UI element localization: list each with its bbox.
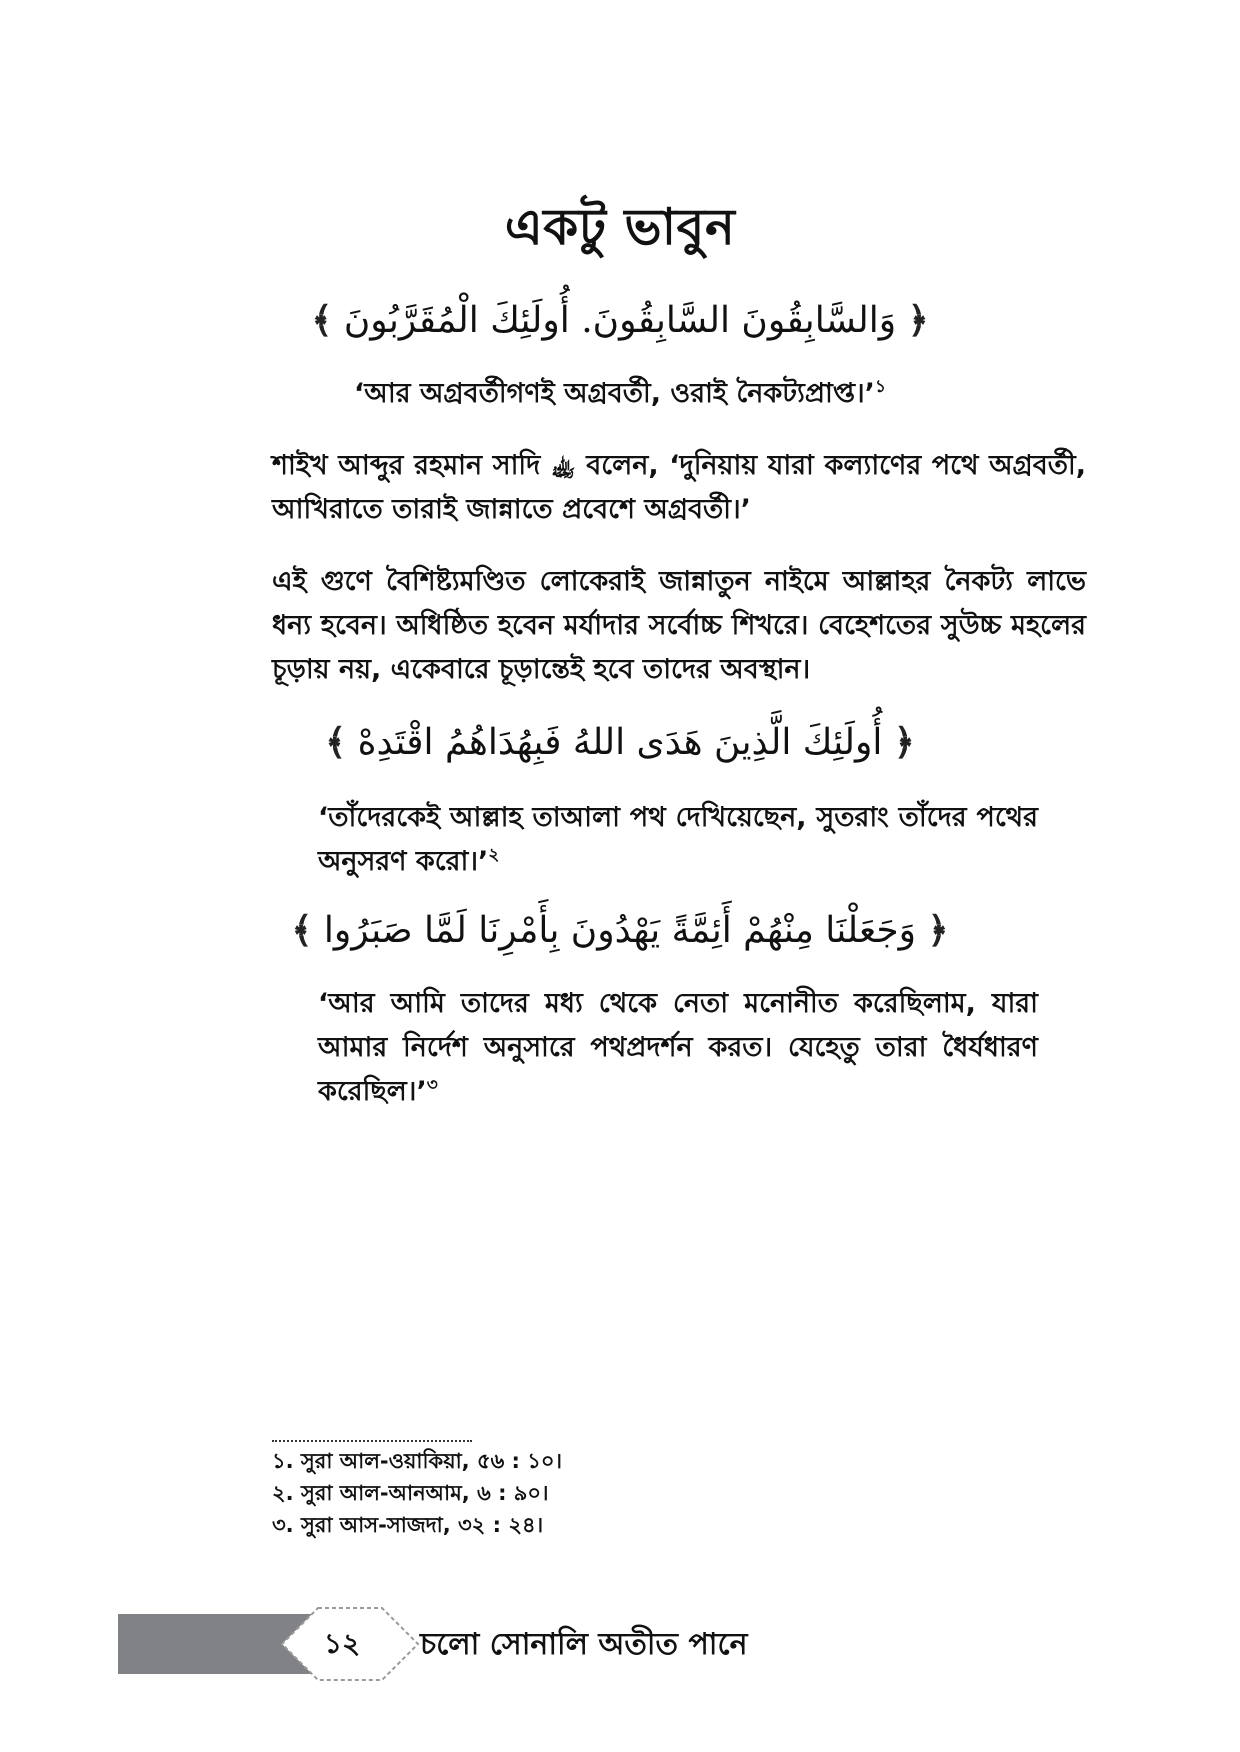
ayah-close-bracket: ﴾ — [325, 722, 347, 763]
translation-3-text: ‘আর আমি তাদের মধ্য থেকে নেতা মনোনীত করেছিলাম, যারা আমার নির্দেশ অনুসারে পথপ্রদর্শন করত। যেহেতু তারা ধৈর্যধারণ করেছিল।’ — [318, 988, 1038, 1107]
ayah-close-bracket: ﴾ — [311, 300, 333, 341]
paragraph-1: শাইখ আব্দুর রহমান সাদি ﵀ বলেন, ‘দুনিয়ায় যারা কল্যাণের পথে অগ্রবর্তী, আখিরাতে তারাই জান্নাতে প্রবেশে অগ্রবর্তী।’ — [272, 450, 1086, 525]
footnote-ref-2[interactable]: ২ — [488, 845, 500, 865]
translation-1 — [0, 372, 1240, 416]
ayah-3-text: وَجَعَلْنَا مِنْهُمْ أَئِمَّةً يَهْدُونَ بِأَمْرِنَا لَمَّا صَبَرُوا — [323, 910, 917, 951]
translation-1-text: ‘আর অগ্রবর্তীগণই অগ্রবর্তী, ওরাই নৈকট্যপ্রাপ্ত।’ — [354, 378, 875, 409]
footnote-2: ২. সুরা আল-আনআম, ৬ : ৯০। — [272, 1481, 549, 1505]
footnote-ref-3[interactable]: ৩ — [426, 1075, 438, 1095]
paragraph-2: এই গুণে বৈশিষ্ট্যমণ্ডিত লোকেরাই জান্নাতুন নাইমে আল্লাহর নৈকট্য লাভে ধন্য হবেন। অধিষ্ঠিত হবেন মর্যাদার সর্বোচ্চ শিখরে। বেহেশতের সুউচ্চ মহলের চূড়ায় নয়, একেবারে চূড়ান্তেই হবে তাদের অবস্থান। — [272, 566, 1086, 685]
translation-3 — [318, 982, 1038, 1114]
ayah-3 — [160, 910, 1080, 951]
ayah-2-text: أُولَئِكَ الَّذِينَ هَدَى اللهُ فَبِهُدَاهُمُ اقْتَدِهْ — [357, 722, 883, 763]
translation-2 — [318, 796, 1038, 884]
running-footer-title: চলো সোনালি অতীত পানে — [420, 1627, 748, 1662]
ayah-1-text: وَالسَّابِقُونَ السَّابِقُونَ. أُولَئِكَ الْمُقَرَّبُونَ — [343, 300, 897, 341]
ayah-close-bracket: ﴾ — [291, 910, 313, 951]
ayah-open-bracket: ﴿ — [927, 910, 949, 951]
footnote-3: ৩. সুরা আস-সাজদা, ৩২ : ২৪। — [272, 1513, 544, 1537]
page-title: একটু ভাবুন — [504, 198, 736, 256]
footnote-ref-1[interactable]: ১ — [874, 377, 886, 397]
footnote-divider — [272, 1440, 472, 1442]
ayah-1 — [160, 300, 1080, 341]
page-number: ১২ — [323, 1627, 361, 1660]
footnote-1: ১. সুরা আল-ওয়াকিয়া, ৫৬ : ১০। — [272, 1449, 563, 1473]
ayah-open-bracket: ﴿ — [893, 722, 915, 763]
ayah-open-bracket: ﴿ — [907, 300, 929, 341]
translation-2-text: ‘তাঁদেরকেই আল্লাহ তাআলা পথ দেখিয়েছেন, সুতরাং তাঁদের পথের অনুসরণ করো।’ — [318, 802, 1038, 877]
ayah-2 — [160, 722, 1080, 763]
